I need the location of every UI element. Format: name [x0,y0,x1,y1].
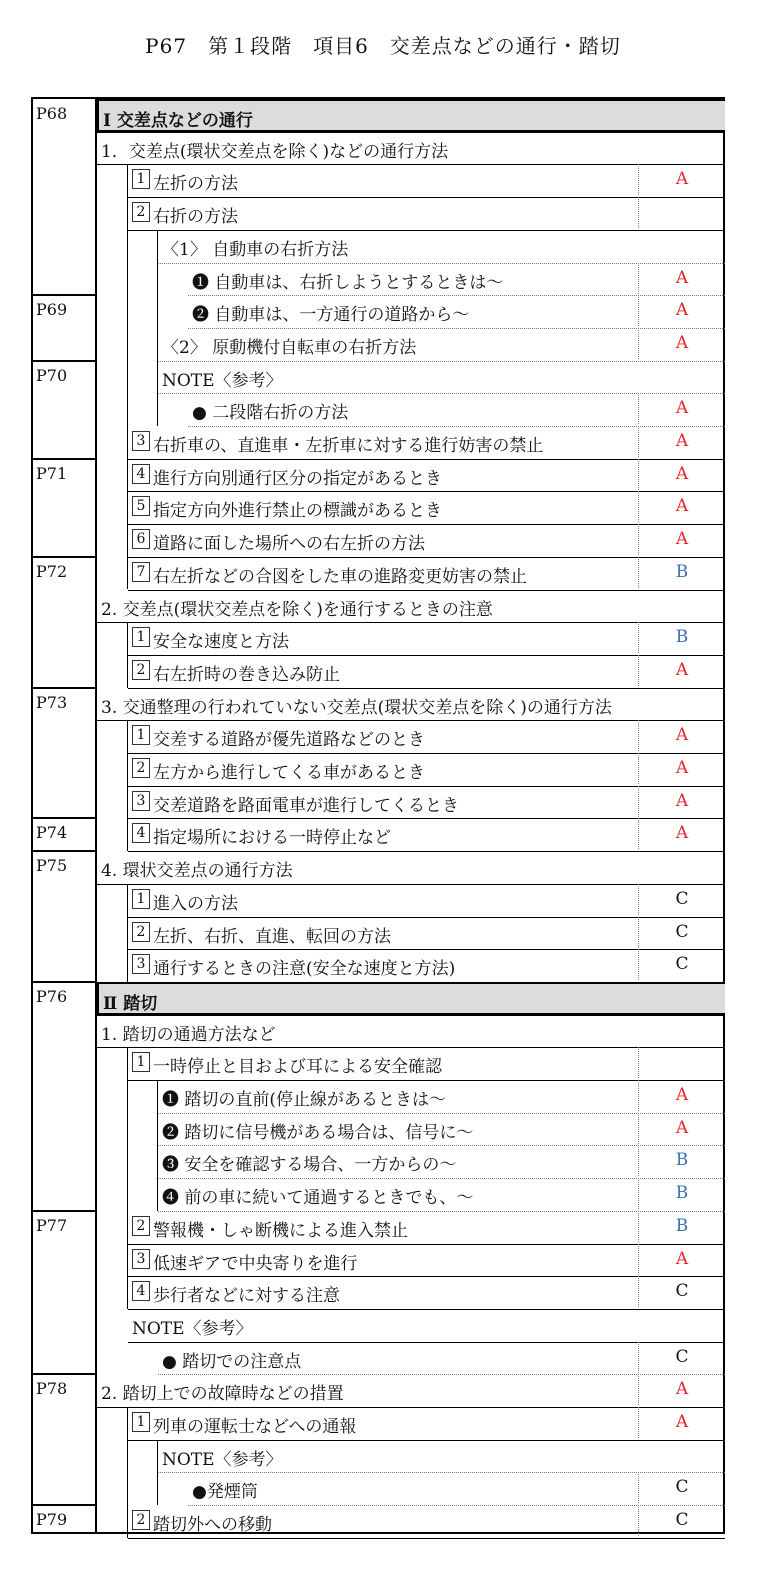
item-number: 4 [132,823,150,843]
grade-label [638,1047,725,1078]
row-label: 通行するときの注意(安全な速度と方法) [153,959,456,980]
row-label: ❶ 自動車は、右折しようとするときは～ [192,272,504,293]
row-text [192,398,348,423]
row-text [132,725,425,750]
outline-row [158,328,725,361]
outline-row [128,720,725,753]
grade-label [638,230,724,261]
row-text [162,366,283,391]
row-text [103,106,253,131]
outline-row [128,197,725,230]
page-ref: P76 [36,986,68,1006]
outline-row [97,851,725,884]
row-text [101,137,448,162]
outline-row [128,622,725,655]
grade-label: C [638,917,725,948]
row-text [192,300,469,325]
indent-guide [127,720,128,851]
row-label: 左折の方法 [153,174,238,195]
item-number: 3 [132,431,150,451]
outline-row [158,1145,725,1178]
item-number: 2 [132,1510,150,1530]
indent-guide [127,622,128,687]
row-text [132,1412,356,1437]
indent-guide [157,1440,158,1505]
grade-label: B [638,557,725,588]
row-label: 4. 環状交差点の通行方法 [101,861,293,882]
row-label: ●発煙筒 [192,1482,258,1503]
row-text [132,791,459,816]
row-text [132,431,543,456]
page-ref: P71 [36,463,68,483]
row-label: Ⅰ 交差点などの通行 [103,111,253,131]
item-number: 3 [132,954,150,974]
grade-label: A [638,1113,725,1144]
row-label: 指定方向外進行禁止の標識があるとき [153,501,442,522]
outline-row [158,1178,725,1211]
outline-row [128,557,725,590]
row-text [162,333,416,358]
page-divider [31,850,95,852]
row-text [132,1249,358,1274]
item-number: 6 [132,529,150,549]
row-label: 踏切外への移動 [153,1515,272,1536]
row-text [132,1052,442,1077]
row-text [192,268,503,293]
grade-label: A [638,753,725,784]
outline-row [128,753,725,786]
row-text [132,954,455,979]
page-ref: P72 [36,561,68,581]
row-divider [128,1538,725,1539]
row-label: 指定場所における一時停止など [153,828,391,849]
grade-label: C [638,1472,725,1503]
item-number: 2 [132,758,150,778]
grade-label: B [638,622,725,653]
row-text [132,627,289,652]
outline-row [97,688,725,721]
grade-label: A [638,459,725,490]
page-ref: P75 [36,856,68,876]
grade-label: A [638,524,725,555]
row-label: 列車の運転士などへの通報 [153,1417,357,1437]
row-text [162,1183,473,1208]
row-text [162,1347,301,1372]
row-label: 低速ギアで中央寄りを進行 [153,1253,358,1274]
row-text [132,758,425,783]
outline-row [128,818,725,851]
page-divider [31,1210,95,1212]
item-number: 1 [132,725,150,745]
outline-row [128,459,725,492]
item-number: 3 [132,1249,150,1269]
page-divider [31,458,95,460]
page-divider [31,817,95,819]
row-label: ● 踏切での注意点 [162,1351,302,1372]
outline-row [188,295,725,328]
row-label: 安全な速度と方法 [153,632,289,653]
row-text [162,235,348,260]
grade-label: A [638,1080,725,1111]
row-label: 進行方向別通行区分の指定があるとき [153,468,442,489]
outline-row [97,590,725,623]
grade-label: A [638,295,725,326]
grade-label [638,1309,724,1340]
page-divider [31,556,95,558]
page-ref: P78 [36,1379,68,1399]
grade-label: A [638,328,725,359]
page-ref: P74 [36,823,68,843]
page-divider [31,294,95,296]
grade-label: A [638,720,725,751]
grade-label: A [638,786,725,817]
outline-row [128,1047,725,1080]
outline-row [158,230,725,263]
grade-label: B [638,1178,725,1209]
item-number: 1 [132,889,150,909]
row-label: ❷ 踏切に信号機がある場合は、信号に～ [162,1122,474,1143]
item-number: 4 [132,464,150,484]
grade-label: B [638,1211,725,1242]
row-label: ❸ 安全を確認する場合、一方からの～ [162,1155,457,1176]
grade-label: C [638,1505,725,1536]
row-label: 〈2〉 原動機付自転車の右折方法 [162,337,417,358]
outline-row [128,1407,725,1440]
indent-guide [127,1407,128,1538]
indent-guide [157,1080,158,1211]
outline-row [158,361,725,394]
item-number: 2 [132,922,150,942]
row-label: 警報機・しゃ断機による進入禁止 [153,1220,408,1241]
section-header [97,99,725,132]
item-number: 1 [132,1412,150,1432]
outline-row [128,426,725,459]
row-label: 1. 踏切の通過方法など [101,1024,276,1045]
outline-row [97,132,725,165]
grade-label: B [638,1145,725,1176]
indent-guide [127,884,128,982]
row-label: 2. 踏切上での故障時などの措置 [101,1384,344,1405]
outline-row [128,949,725,982]
outline-row [128,164,725,197]
page-divider [31,687,95,689]
page-ref: P69 [36,300,68,320]
grade-label: C [638,1342,725,1373]
outline-row [97,1015,725,1048]
row-text [132,202,238,227]
row-text [132,1216,408,1241]
outline-row [188,1472,725,1505]
row-label: 左折、右折、直進、転回の方法 [153,926,391,947]
row-label: NOTE〈参考〉 [162,370,283,391]
item-number: 2 [132,202,150,222]
item-number: 3 [132,791,150,811]
grade-label: A [638,491,725,522]
row-label: ❷ 自動車は、一方通行の道路から～ [192,305,470,326]
page-ref: P73 [36,692,68,712]
outline-row [158,1440,725,1473]
page-title: P67 第１段階 項目6 交差点などの通行・踏切 [145,34,621,58]
row-label: 交差道路を路面電車が進行してくるとき [153,795,459,816]
grade-label: A [638,1407,725,1438]
row-text [192,1477,258,1502]
outline-row [128,1309,725,1342]
grade-label: A [638,263,725,294]
page-ref: P77 [36,1215,68,1235]
row-text [132,823,391,848]
grade-label: C [638,1276,725,1307]
grade-label: A [638,164,725,195]
row-label: ● 二段階右折の方法 [192,403,349,424]
row-label: 右折の方法 [153,207,238,228]
item-number: 1 [132,169,150,189]
outline-row [128,1276,725,1309]
grade-label: A [638,426,725,457]
page-divider [31,981,95,983]
indent-guide [127,164,128,589]
grade-label [638,1440,724,1471]
outline-row [158,1113,725,1146]
row-label: 3. 交通整理の行われていない交差点(環状交差点を除く)の通行方法 [101,697,612,718]
outline-row [188,393,725,426]
page-column-divider [95,97,97,1534]
row-label: 1．交差点(環状交差点を除く)などの通行方法 [101,141,449,162]
outline-row [128,655,725,688]
row-text [132,562,527,587]
grade-label: A [638,1374,725,1405]
row-text [162,1118,473,1143]
row-text [101,693,612,718]
outline-row [128,917,725,950]
item-number: 4 [132,1281,150,1301]
outline-row [128,786,725,819]
outline-row [128,1211,725,1244]
row-text [132,496,442,521]
row-text [132,1281,340,1306]
row-text [162,1445,283,1470]
outline-row [128,1244,725,1277]
row-label: 一時停止と目および耳による安全確認 [153,1057,442,1078]
item-number: 1 [132,1052,150,1072]
grade-label [638,361,724,392]
row-label: ❹ 前の車に続いて通過するときでも、～ [162,1188,474,1209]
outline-row [97,1374,725,1407]
outline-row [128,491,725,524]
row-text [132,1314,253,1339]
outline-row [188,263,725,296]
outline-row [128,524,725,557]
outline-row [128,1505,725,1538]
page-ref: P79 [36,1510,68,1530]
row-label: 道路に面した場所への右左折の方法 [153,534,425,555]
grade-label: A [638,818,725,849]
row-text [132,169,238,194]
row-text [101,595,493,620]
row-label: 〈1〉 自動車の右折方法 [162,239,349,260]
row-label: ❶ 踏切の直前(停止線があるときは～ [162,1090,447,1110]
row-text [101,856,293,881]
row-label: 右左折時の巻き込み防止 [153,664,340,685]
row-label: NOTE〈参考〉 [132,1318,253,1339]
section-header [97,982,725,1015]
row-text [132,660,340,685]
item-number: 5 [132,496,150,516]
row-label: Ⅱ 踏切 [103,993,158,1014]
grade-label: A [638,1244,725,1275]
grade-label: A [638,393,725,424]
page-divider [31,1373,95,1375]
row-label: 進入の方法 [153,893,238,914]
grade-label: A [638,655,725,686]
row-text [101,1020,276,1045]
grade-label [638,197,725,228]
page-ref: P70 [36,365,68,385]
row-text [162,1150,456,1175]
row-text [101,1379,344,1404]
row-label: 交差する道路が優先道路などのとき [153,730,425,751]
outline-row [128,884,725,917]
row-text [132,1510,272,1535]
outline-row [158,1342,725,1375]
row-label: 2. 交差点(環状交差点を除く)を通行するときの注意 [101,599,493,620]
row-text [103,989,157,1014]
outline-row [158,1080,725,1113]
item-number: 7 [132,562,150,582]
row-text [132,464,442,489]
row-label: NOTE〈参考〉 [162,1449,283,1470]
row-text [132,922,391,947]
row-label: 右折車の、直進車・左折車に対する進行妨害の禁止 [153,436,544,456]
row-text [162,1085,446,1110]
row-label: 左方から進行してくる車があるとき [153,763,425,783]
indent-guide [157,230,158,426]
item-number: 2 [132,1216,150,1236]
row-text [132,529,425,554]
grade-label: C [638,949,725,980]
indent-guide [127,1047,128,1309]
row-text [132,889,238,914]
item-number: 1 [132,627,150,647]
row-label: 右左折などの合図をした車の進路変更妨害の禁止 [153,566,527,587]
page-divider [31,1504,95,1506]
grade-label: C [638,884,725,915]
item-number: 2 [132,660,150,680]
row-label: 歩行者などに対する注意 [153,1286,340,1307]
page-ref: P68 [36,104,68,123]
page-divider [31,360,95,362]
